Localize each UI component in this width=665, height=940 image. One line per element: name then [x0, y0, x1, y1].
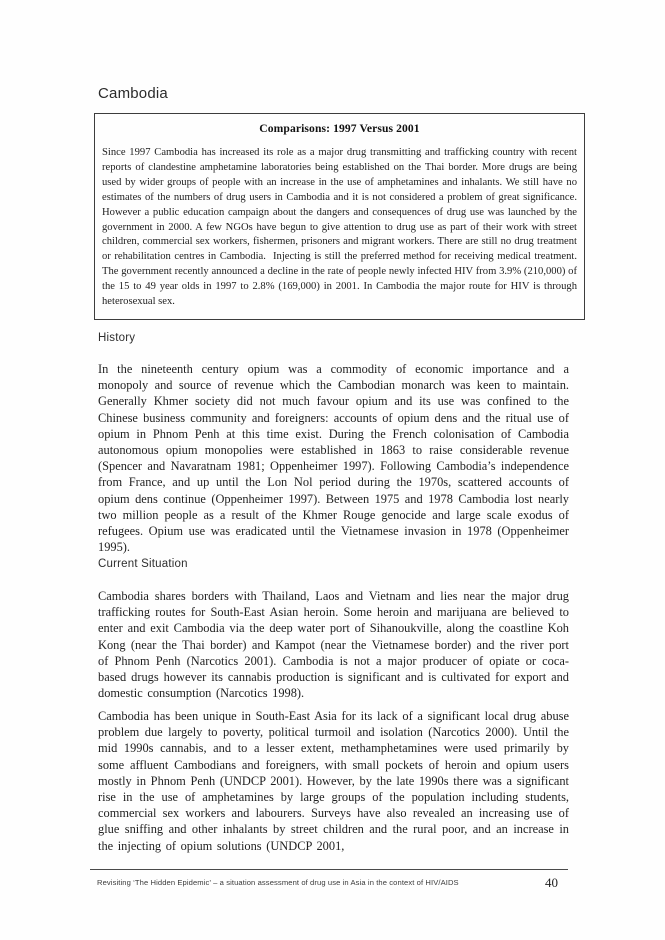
- current-situation-paragraph-2: Cambodia has been unique in South-East Asia for its lack of a significant local drug abuse problem due largely to poverty, political turmoil and isolation (Narcotics 2000). Until the mid 1990s cannabis, and to a lesser extent, methamphetamines were used primarily by some affluent Cambodians and foreigners, with small pockets of heroin and opium users mostly in Phnom Penh (UNDCP 2001). However, by the late 1990s there was a significant rise in the use of amphetamines by large groups of the population including students, commercial sex workers and labourers. Surveys have also revealed an increasing use of glue sniffing and other inhalants by street children and the rural poor, and an increase in the injecting of opium solutions (UNDCP 2001,: [98, 709, 569, 853]
- page-number: 40: [545, 875, 558, 890]
- comparison-summary-box: [94, 113, 585, 320]
- page-title: Cambodia: [98, 85, 168, 102]
- history-paragraph: In the nineteenth century opium was a commodity of economic importance and a monopoly and source of revenue which the Cambodian monarch was keen to maintain. Generally Khmer society did not much favour opium and its use was confined to the Chinese business community and foreigners: accounts of opium dens and the ritual use of opium in Phnom Penh at this time exist. During the French colonisation of Cambodia autonomous opium monopolies were established in 1863 to raise considerable revenue (Spencer and Navaratnam 1981; Oppenheimer 1997). Following Cambodia’s independence from France, and up until the Lon Nol period during the 1970s, scattered accounts of opium dens continue (Oppenheimer 1997). Between 1975 and 1978 Cambodia lost nearly two million people as a result of the Khmer Rouge genocide and large scale exodus of refugees. Opium use was eradicated until the Vietnamese invasion in 1978 (Oppenheimer 1995).: [98, 362, 569, 555]
- current-situation-paragraph-1: Cambodia shares borders with Thailand, Laos and Vietnam and lies near the major drug trafficking routes for South-East Asian heroin. Some heroin and marijuana are believed to enter and exit Cambodia via the deep water port of Sihanoukville, along the coastline Koh Kong (near the Thai border) and Kampot (near the Vietnamese border) and the river port of Phnom Penh (Narcotics 2001). Cambodia is not a major producer of opiate or coca-based drugs however its cannabis production is significant and is cultivated for export and domestic consumption (Narcotics 1998).: [98, 589, 569, 701]
- footer-divider: [90, 869, 568, 870]
- comparison-box-heading: Comparisons: 1997 Versus 2001: [259, 122, 420, 135]
- section-heading-current-situation: Current Situation: [98, 558, 188, 570]
- footer-citation: Revisiting ‘The Hidden Epidemic’ – a situation assessment of drug use in Asia in the context of HIV/AIDS: [97, 878, 459, 887]
- comparison-box-body: Since 1997 Cambodia has increased its role as a major drug transmitting and trafficking country with recent reports of clandestine amphetamine laboratories being established on the Thai border. More drugs are being used by wider groups of people with an increase in the use of amphetamines and inhalants. We still have no estimates of the numbers of drug users in Cambodia and it is not considered a problem of great significance. However a public education campaign about the dangers and consequences of drug use was launched by the government in 2000. A few NGOs have begun to give attention to drug use as part of their work with street children, commercial sex workers, fishermen, prisoners and migrant workers. There are still no drug treatment or rehabilitation centres in Cambodia. Injecting is still the preferred method for receiving medical treatment. The government recently announced a decline in the rate of people newly infected HIV from 3.9% (210,000) of the 15 to 49 year olds in 1997 to 2.8% (169,000) in 2001. In Cambodia the major route for HIV is through heterosexual sex.: [102, 147, 577, 308]
- section-heading-history: History: [98, 332, 136, 344]
